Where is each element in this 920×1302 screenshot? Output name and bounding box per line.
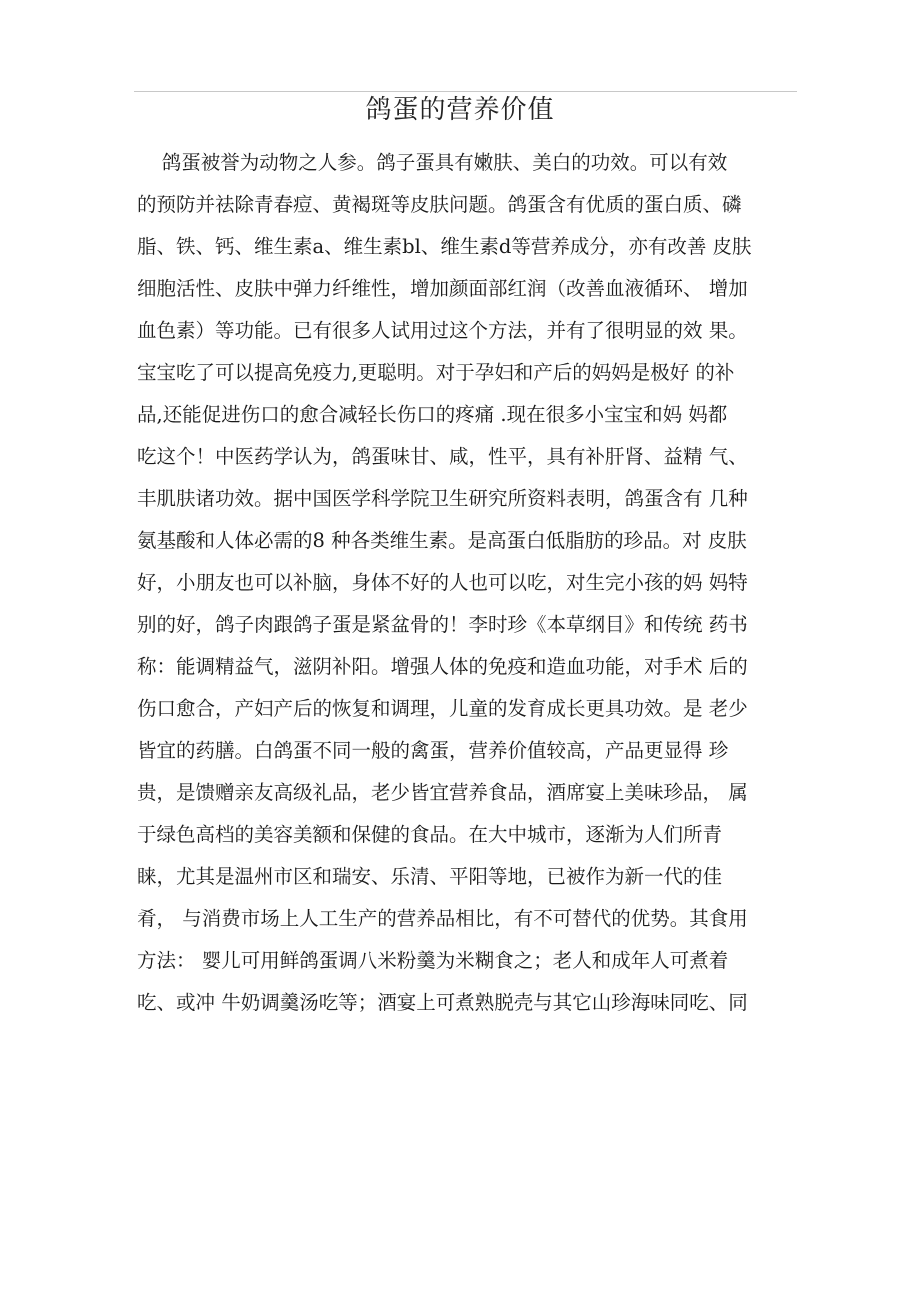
body-line: 于绿色高档的美容美额和保健的食品。在大中城市，逐渐为人们所青 [137, 823, 723, 846]
body-line: 别的好，鸽子肉跟鸽子蛋是紧盆骨的！李时珍《本草纲目》和传统 药书 [137, 613, 748, 636]
body-line: 细胞活性、皮肤中弹力纤维性，增加颜面部红润（改善血液循环、 增加 [137, 277, 748, 300]
body-line: 宝宝吃了可以提高免疫力,更聪明。对于孕妇和产后的妈妈是极好 的补 [137, 361, 735, 384]
document-body [137, 142, 797, 1024]
body-line: 丰肌肤诸功效。据中国医学科学院卫生研究所资料表明，鸽蛋含有 几种 [137, 487, 748, 510]
body-line: 鸽蛋被誉为动物之人参。鸽子蛋具有嫩肤、美白的功效。可以有效 [137, 151, 728, 174]
body-line: 方法： 婴儿可用鲜鸽蛋调八米粉羹为米糊食之；老人和成年人可煮着 [137, 949, 729, 972]
body-line: 脂、铁、钙、维生素a、维生素bl、维生素d等营养成分，亦有改善 皮肤 [137, 235, 752, 258]
body-line: 品,还能促进伤口的愈合减轻长伤口的疼痛 .现在很多小宝宝和妈 妈都 [137, 403, 728, 426]
body-line: 贵，是馈赠亲友高级礼品，老少皆宜营养食品，酒席宴上美味珍品， 属 [137, 781, 748, 804]
body-line: 皆宜的药膳。白鸽蛋不同一般的禽蛋，营养价值较高，产品更显得 珍 [137, 739, 729, 762]
body-line: 肴， 与消费市场上人工生产的营养品相比，有不可替代的优势。其食用 [137, 907, 748, 930]
body-line: 伤口愈合，产妇产后的恢复和调理，儿童的发育成长更具功效。是 老少 [137, 697, 748, 720]
body-line: 吃这个！中医药学认为，鸽蛋味甘、咸，性平，具有补肝肾、益精 气、 [137, 445, 748, 468]
body-line: 的预防并祛除青春痘、黄褐斑等皮肤问题。鸽蛋含有优质的蛋白质、磷 [137, 193, 742, 216]
body-line: 吃、或冲 牛奶调羹汤吃等；酒宴上可煮熟脱壳与其它山珍海味同吃、同 [137, 991, 748, 1014]
body-line: 称：能调精益气，滋阴补阳。增强人体的免疫和造血功能，对手术 后的 [137, 655, 748, 678]
document-title: 鸽蛋的营养价值 [365, 95, 555, 125]
body-line: 睐，尤其是温州市区和瑞安、乐清、平阳等地，已被作为新一代的佳 [137, 865, 723, 888]
body-line: 血色素）等功能。已有很多人试用过这个方法，并有了很明显的效 果。 [137, 319, 748, 342]
body-line: 氨基酸和人体必需的8 种各类维生素。是高蛋白低脂肪的珍品。对 皮肤 [137, 529, 747, 552]
body-line: 好，小朋友也可以补脑，身体不好的人也可以吃，对生完小孩的妈 妈特 [137, 571, 748, 594]
